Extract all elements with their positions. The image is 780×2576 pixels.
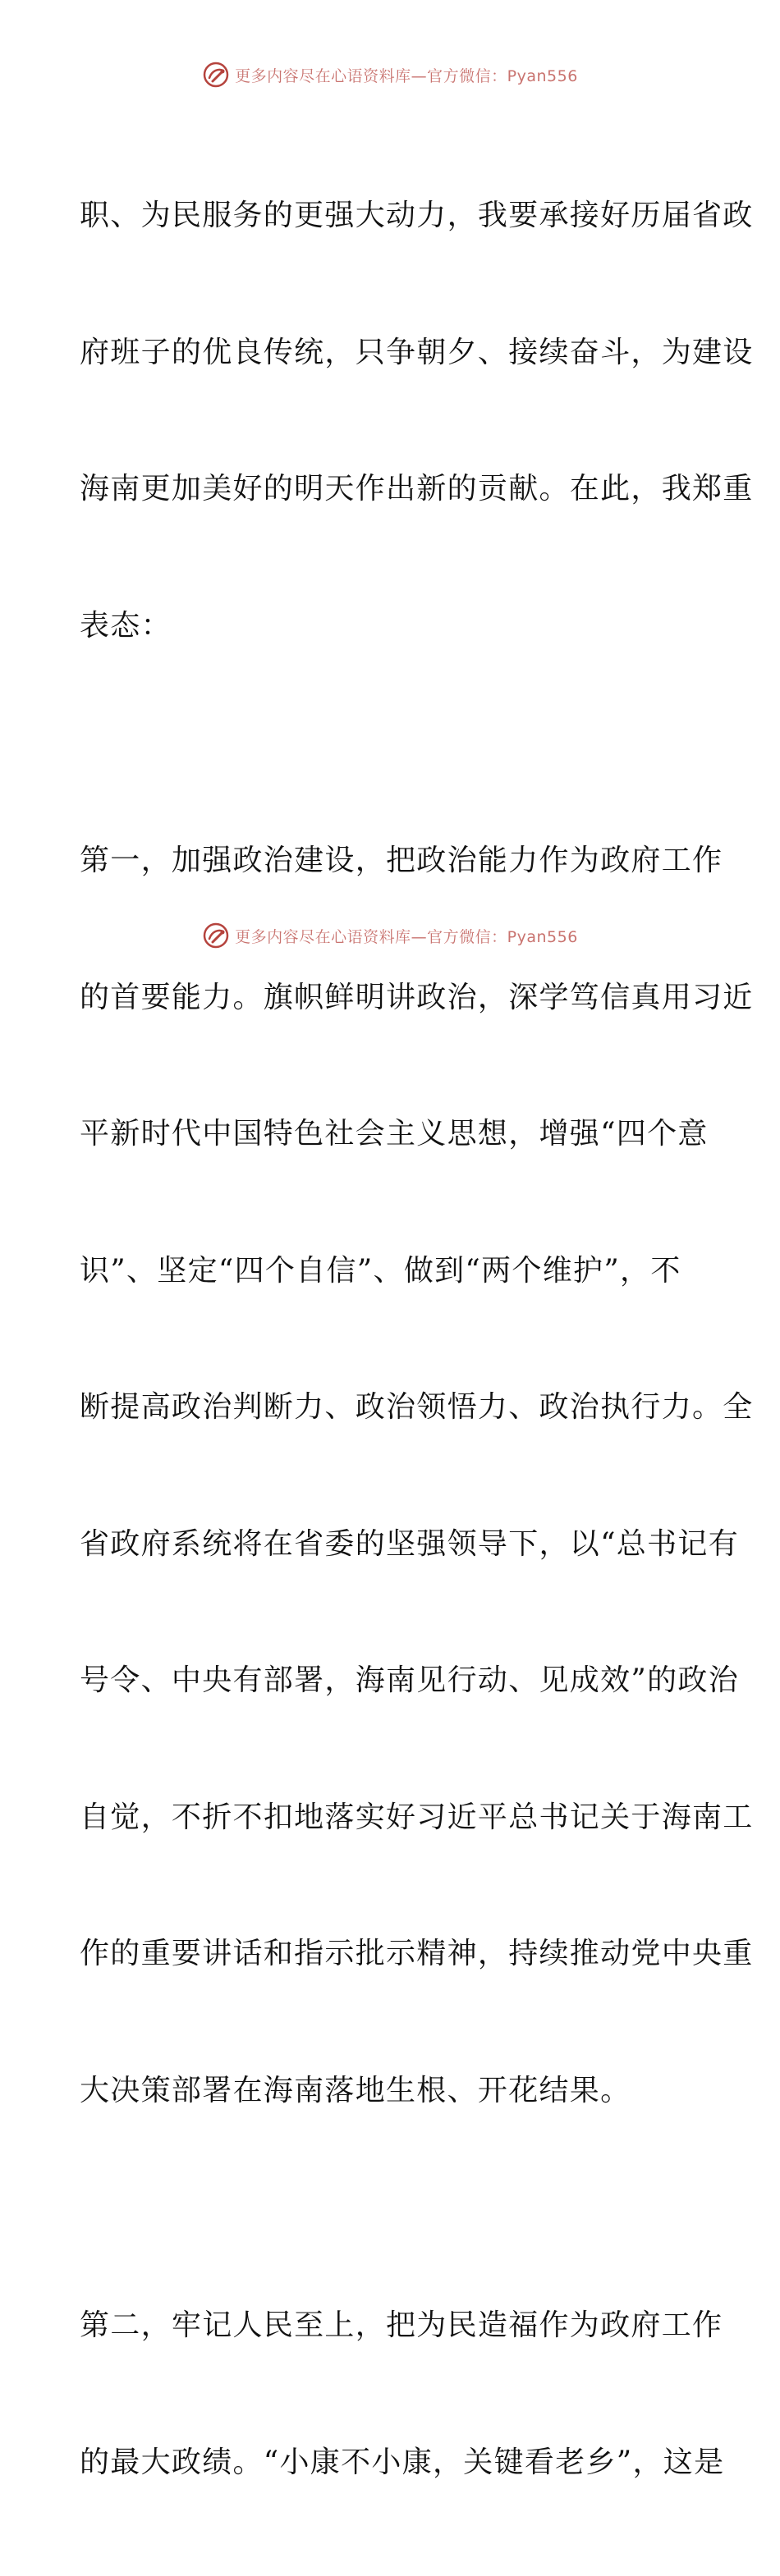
text-line: 大决策部署在海南落地生根、开花结果。: [80, 2073, 631, 2107]
text-line: 第一，加强政治建设，把政治能力作为政府工作: [80, 844, 723, 877]
text-line: 第二，牢记人民至上，把为民造福作为政府工作: [80, 2308, 723, 2342]
text-line: 号令、中央有部署，海南见行动、见成效”的政治: [80, 1663, 740, 1697]
paragraph: [80, 747, 754, 2204]
text-line: 平新时代中国特色社会主义思想，增强“四个意: [80, 1117, 709, 1151]
text-line: 职、为民服务的更强大动力，我要承接好历届省政: [80, 199, 754, 232]
text-line: 的最大政绩。“小康不小康，关键看老乡”，这是: [80, 2445, 725, 2479]
paragraph: [80, 102, 754, 739]
text-line: 府班子的优良传统，只争朝夕、接续奋斗，为建设: [80, 335, 754, 369]
text-line: 识”、坚定“四个自信”、做到“两个维护”，不: [80, 1253, 681, 1288]
seal-logo-icon: [202, 922, 230, 949]
watermark-text: 更多内容尽在心语资料库—官方微信：Pyan556: [235, 927, 578, 946]
paragraph: [80, 2212, 725, 2576]
text-line: 省政府系统将在省委的坚强领导下，以“总书记有: [80, 1526, 740, 1561]
text-line: 海南更加美好的明天作出新的贡献。在此，我郑重: [80, 472, 754, 506]
seal-logo-icon: [202, 61, 230, 89]
text-line: 作的重要讲话和指示批示精神，持续推动党中央重: [80, 1937, 754, 1970]
header-watermark: [0, 58, 780, 91]
text-line: 断提高政治判断力、政治领悟力、政治执行力。全: [80, 1390, 754, 1424]
text-line: 自觉，不折不扣地落实好习近平总书记关于海南工: [80, 1800, 754, 1834]
footer-watermark: [0, 919, 780, 952]
watermark-text: 更多内容尽在心语资料库—官方微信：Pyan556: [235, 66, 578, 85]
document-body: [80, 102, 754, 2576]
text-line: 表态：: [80, 608, 172, 643]
text-line: 的首要能力。旗帜鲜明讲政治，深学笃信真用习近: [80, 980, 754, 1014]
